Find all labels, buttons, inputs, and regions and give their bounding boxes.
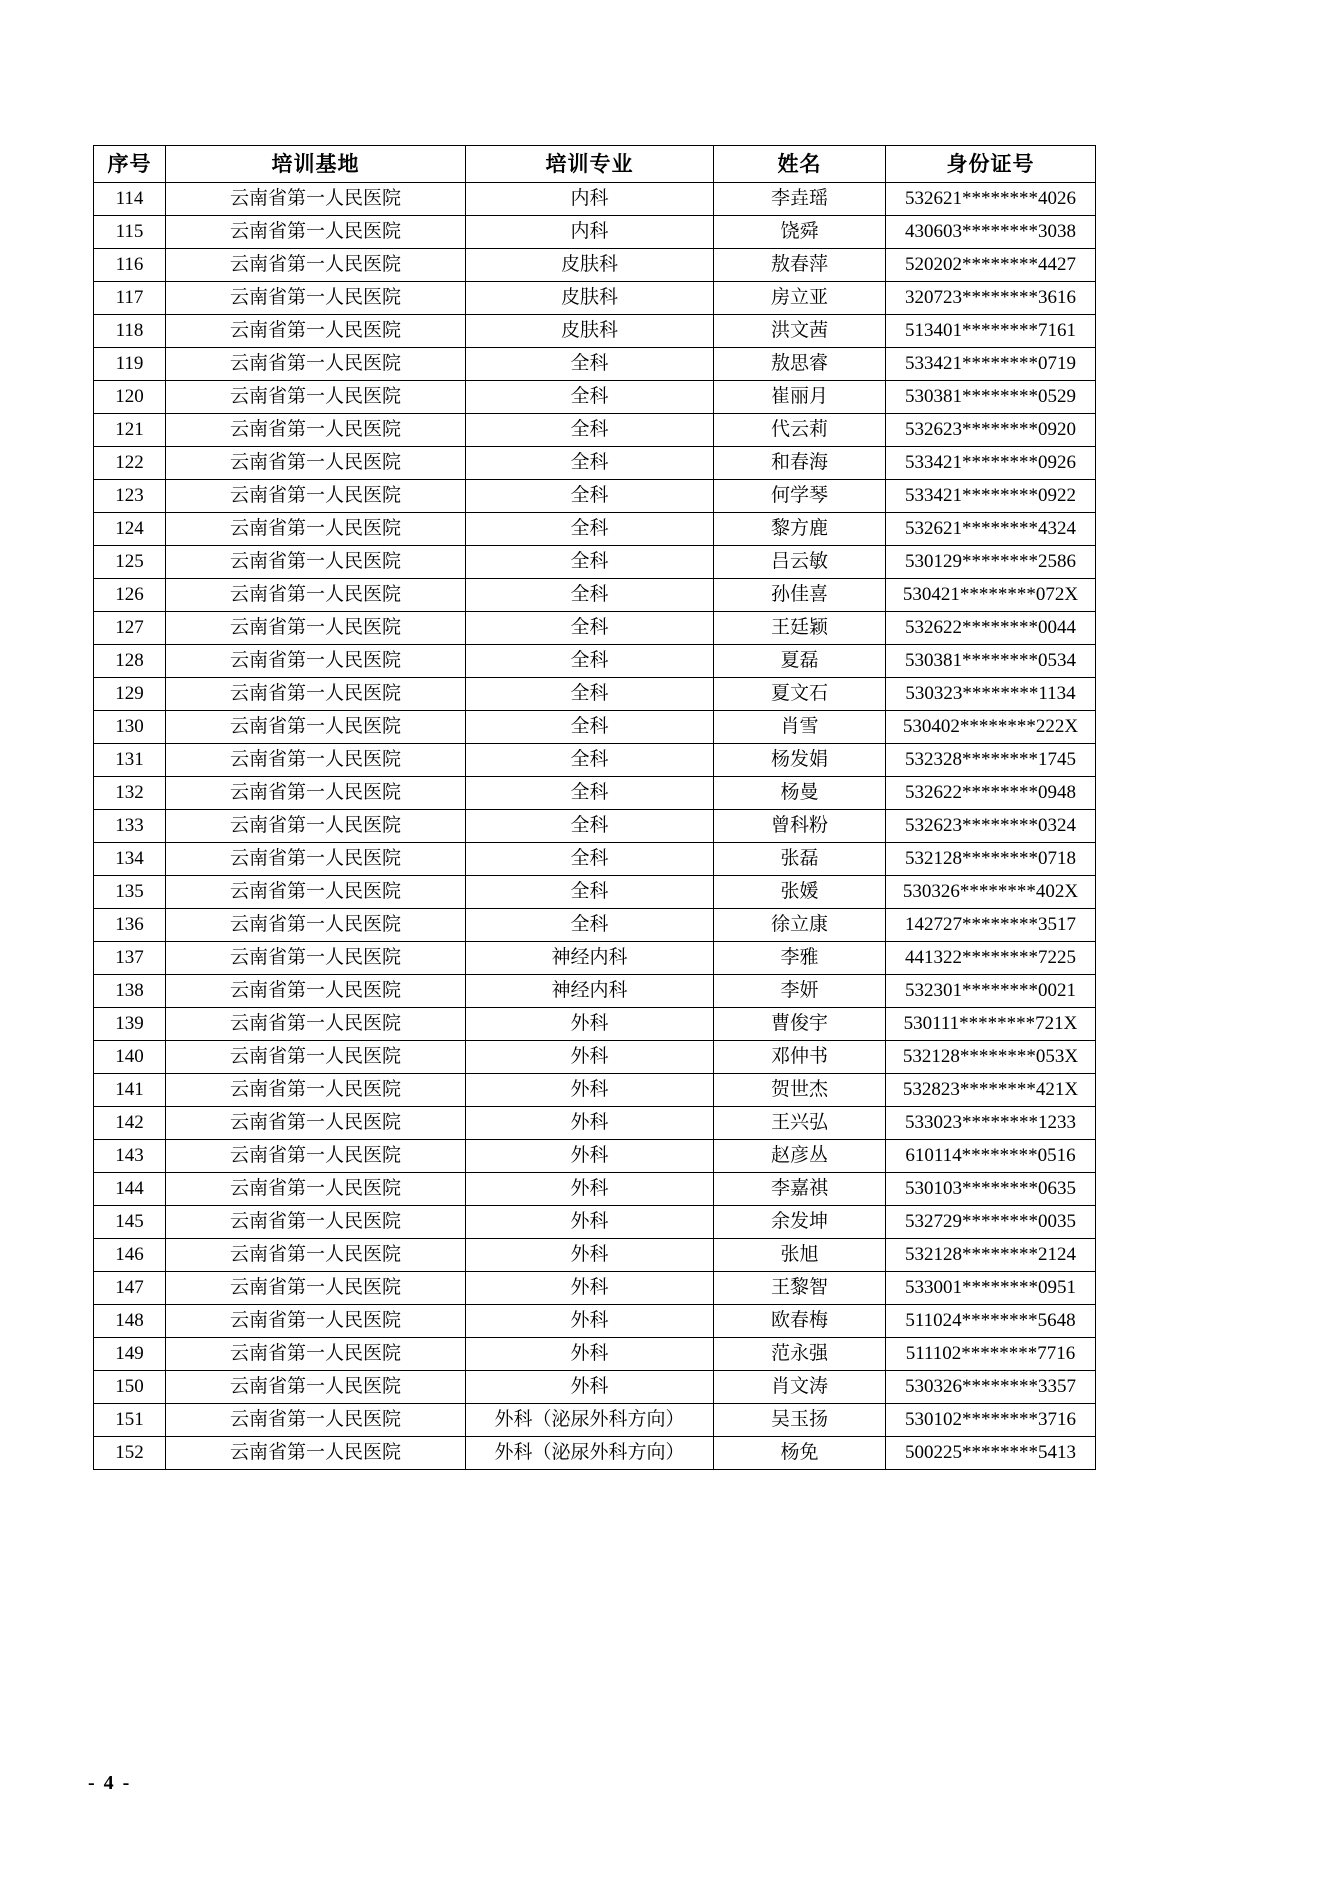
cell-base: 云南省第一人民医院: [166, 711, 466, 744]
cell-name: 杨曼: [714, 777, 886, 810]
cell-id: 532328********1745: [886, 744, 1096, 777]
cell-id: 441322********7225: [886, 942, 1096, 975]
cell-base: 云南省第一人民医院: [166, 414, 466, 447]
cell-base: 云南省第一人民医院: [166, 480, 466, 513]
cell-major: 全科: [466, 381, 714, 414]
cell-id: 142727********3517: [886, 909, 1096, 942]
cell-base: 云南省第一人民医院: [166, 909, 466, 942]
cell-name: 徐立康: [714, 909, 886, 942]
cell-index: 118: [94, 315, 166, 348]
cell-index: 136: [94, 909, 166, 942]
cell-id: 511024********5648: [886, 1305, 1096, 1338]
cell-id: 530129********2586: [886, 546, 1096, 579]
cell-index: 124: [94, 513, 166, 546]
cell-index: 120: [94, 381, 166, 414]
cell-major: 全科: [466, 843, 714, 876]
table-row: [94, 1305, 1096, 1338]
cell-base: 云南省第一人民医院: [166, 1371, 466, 1404]
column-header-training-major: 培训专业: [466, 146, 714, 183]
table-row: [94, 612, 1096, 645]
table-row: [94, 1239, 1096, 1272]
cell-major: 外科: [466, 1140, 714, 1173]
cell-major: 全科: [466, 909, 714, 942]
roster-table-container: [93, 145, 1095, 1470]
cell-major: 外科: [466, 1074, 714, 1107]
cell-name: 王廷颖: [714, 612, 886, 645]
cell-major: 外科: [466, 1041, 714, 1074]
cell-base: 云南省第一人民医院: [166, 1404, 466, 1437]
cell-name: 范永强: [714, 1338, 886, 1371]
table-row: [94, 744, 1096, 777]
table-row: [94, 1206, 1096, 1239]
cell-base: 云南省第一人民医院: [166, 579, 466, 612]
cell-id: 320723********3616: [886, 282, 1096, 315]
cell-index: 148: [94, 1305, 166, 1338]
cell-major: 外科: [466, 1239, 714, 1272]
cell-base: 云南省第一人民医院: [166, 1437, 466, 1470]
page-number-footer: - 4 -: [88, 1772, 132, 1794]
cell-id: 532128********0718: [886, 843, 1096, 876]
cell-base: 云南省第一人民医院: [166, 975, 466, 1008]
cell-index: 114: [94, 183, 166, 216]
table-row: [94, 183, 1096, 216]
cell-major: 神经内科: [466, 975, 714, 1008]
table-row: [94, 1074, 1096, 1107]
cell-major: 全科: [466, 612, 714, 645]
table-body: [94, 183, 1096, 1470]
cell-id: 533421********0922: [886, 480, 1096, 513]
cell-index: 133: [94, 810, 166, 843]
table-row: [94, 546, 1096, 579]
table-row: [94, 1140, 1096, 1173]
cell-index: 141: [94, 1074, 166, 1107]
cell-name: 和春海: [714, 447, 886, 480]
cell-id: 533421********0719: [886, 348, 1096, 381]
cell-name: 杨发娟: [714, 744, 886, 777]
cell-id: 530111********721X: [886, 1008, 1096, 1041]
cell-name: 邓仲书: [714, 1041, 886, 1074]
roster-table: [93, 145, 1096, 1470]
cell-name: 曹俊宇: [714, 1008, 886, 1041]
cell-base: 云南省第一人民医院: [166, 1173, 466, 1206]
cell-index: 121: [94, 414, 166, 447]
cell-major: 皮肤科: [466, 249, 714, 282]
cell-major: 外科: [466, 1008, 714, 1041]
table-row: [94, 1272, 1096, 1305]
cell-index: 123: [94, 480, 166, 513]
cell-id: 430603********3038: [886, 216, 1096, 249]
table-row: [94, 810, 1096, 843]
table-row: [94, 381, 1096, 414]
table-row: [94, 843, 1096, 876]
cell-name: 吕云敏: [714, 546, 886, 579]
cell-id: 532621********4026: [886, 183, 1096, 216]
cell-index: 150: [94, 1371, 166, 1404]
cell-id: 530102********3716: [886, 1404, 1096, 1437]
cell-name: 何学琴: [714, 480, 886, 513]
cell-base: 云南省第一人民医院: [166, 216, 466, 249]
cell-name: 余发坤: [714, 1206, 886, 1239]
cell-index: 146: [94, 1239, 166, 1272]
cell-name: 李妍: [714, 975, 886, 1008]
cell-base: 云南省第一人民医院: [166, 513, 466, 546]
table-row: [94, 315, 1096, 348]
cell-id: 532301********0021: [886, 975, 1096, 1008]
cell-base: 云南省第一人民医院: [166, 546, 466, 579]
cell-id: 532128********053X: [886, 1041, 1096, 1074]
cell-major: 全科: [466, 876, 714, 909]
cell-id: 533421********0926: [886, 447, 1096, 480]
cell-name: 吴玉扬: [714, 1404, 886, 1437]
cell-major: 全科: [466, 777, 714, 810]
cell-major: 内科: [466, 183, 714, 216]
cell-base: 云南省第一人民医院: [166, 348, 466, 381]
table-row: [94, 942, 1096, 975]
cell-major: 外科: [466, 1107, 714, 1140]
cell-id: 530381********0534: [886, 645, 1096, 678]
cell-id: 530421********072X: [886, 579, 1096, 612]
table-row: [94, 447, 1096, 480]
cell-name: 黎方鹿: [714, 513, 886, 546]
cell-base: 云南省第一人民医院: [166, 315, 466, 348]
cell-index: 139: [94, 1008, 166, 1041]
cell-index: 152: [94, 1437, 166, 1470]
cell-index: 138: [94, 975, 166, 1008]
cell-id: 610114********0516: [886, 1140, 1096, 1173]
cell-index: 116: [94, 249, 166, 282]
column-header-name: 姓名: [714, 146, 886, 183]
cell-major: 全科: [466, 711, 714, 744]
cell-id: 530326********402X: [886, 876, 1096, 909]
cell-base: 云南省第一人民医院: [166, 1140, 466, 1173]
cell-index: 142: [94, 1107, 166, 1140]
table-row: [94, 975, 1096, 1008]
cell-major: 全科: [466, 579, 714, 612]
cell-base: 云南省第一人民医院: [166, 1338, 466, 1371]
cell-major: 全科: [466, 480, 714, 513]
table-row: [94, 1404, 1096, 1437]
cell-name: 李嘉祺: [714, 1173, 886, 1206]
cell-index: 128: [94, 645, 166, 678]
cell-base: 云南省第一人民医院: [166, 1074, 466, 1107]
cell-index: 132: [94, 777, 166, 810]
table-header-row: [94, 146, 1096, 183]
column-header-id-number: 身份证号: [886, 146, 1096, 183]
cell-index: 129: [94, 678, 166, 711]
cell-name: 洪文茜: [714, 315, 886, 348]
cell-id: 520202********4427: [886, 249, 1096, 282]
cell-name: 张旭: [714, 1239, 886, 1272]
cell-base: 云南省第一人民医院: [166, 612, 466, 645]
cell-id: 530326********3357: [886, 1371, 1096, 1404]
cell-name: 代云莉: [714, 414, 886, 447]
cell-base: 云南省第一人民医院: [166, 645, 466, 678]
table-row: [94, 678, 1096, 711]
cell-base: 云南省第一人民医院: [166, 381, 466, 414]
cell-base: 云南省第一人民医院: [166, 447, 466, 480]
table-row: [94, 1437, 1096, 1470]
cell-name: 夏磊: [714, 645, 886, 678]
cell-major: 全科: [466, 678, 714, 711]
cell-name: 王兴弘: [714, 1107, 886, 1140]
cell-major: 内科: [466, 216, 714, 249]
cell-index: 135: [94, 876, 166, 909]
table-row: [94, 216, 1096, 249]
column-header-index: 序号: [94, 146, 166, 183]
cell-base: 云南省第一人民医院: [166, 942, 466, 975]
cell-major: 外科: [466, 1338, 714, 1371]
cell-major: 全科: [466, 447, 714, 480]
table-row: [94, 1338, 1096, 1371]
cell-major: 皮肤科: [466, 282, 714, 315]
cell-major: 全科: [466, 645, 714, 678]
cell-id: 533001********0951: [886, 1272, 1096, 1305]
cell-index: 147: [94, 1272, 166, 1305]
table-row: [94, 282, 1096, 315]
table-row: [94, 1008, 1096, 1041]
cell-index: 140: [94, 1041, 166, 1074]
cell-index: 151: [94, 1404, 166, 1437]
cell-id: 513401********7161: [886, 315, 1096, 348]
cell-base: 云南省第一人民医院: [166, 1239, 466, 1272]
table-row: [94, 249, 1096, 282]
cell-index: 149: [94, 1338, 166, 1371]
cell-name: 李雅: [714, 942, 886, 975]
cell-id: 530402********222X: [886, 711, 1096, 744]
cell-id: 530323********1134: [886, 678, 1096, 711]
cell-id: 500225********5413: [886, 1437, 1096, 1470]
cell-major: 外科（泌尿外科方向）: [466, 1404, 714, 1437]
cell-index: 126: [94, 579, 166, 612]
cell-id: 532623********0920: [886, 414, 1096, 447]
table-row: [94, 513, 1096, 546]
cell-major: 外科: [466, 1371, 714, 1404]
table-row: [94, 876, 1096, 909]
cell-name: 杨免: [714, 1437, 886, 1470]
table-row: [94, 414, 1096, 447]
cell-id: 532729********0035: [886, 1206, 1096, 1239]
cell-base: 云南省第一人民医院: [166, 1041, 466, 1074]
cell-id: 532622********0948: [886, 777, 1096, 810]
table-row: [94, 1173, 1096, 1206]
cell-name: 敖思睿: [714, 348, 886, 381]
cell-name: 夏文石: [714, 678, 886, 711]
cell-index: 143: [94, 1140, 166, 1173]
cell-base: 云南省第一人民医院: [166, 1272, 466, 1305]
cell-id: 532623********0324: [886, 810, 1096, 843]
cell-name: 肖雪: [714, 711, 886, 744]
cell-name: 敖春萍: [714, 249, 886, 282]
cell-index: 117: [94, 282, 166, 315]
cell-base: 云南省第一人民医院: [166, 1107, 466, 1140]
cell-name: 欧春梅: [714, 1305, 886, 1338]
cell-id: 532128********2124: [886, 1239, 1096, 1272]
cell-base: 云南省第一人民医院: [166, 810, 466, 843]
cell-name: 饶舜: [714, 216, 886, 249]
cell-major: 全科: [466, 546, 714, 579]
cell-major: 外科: [466, 1305, 714, 1338]
table-header: [94, 146, 1096, 183]
cell-index: 137: [94, 942, 166, 975]
cell-name: 张媛: [714, 876, 886, 909]
cell-base: 云南省第一人民医院: [166, 843, 466, 876]
cell-base: 云南省第一人民医院: [166, 1008, 466, 1041]
cell-base: 云南省第一人民医院: [166, 1206, 466, 1239]
cell-index: 127: [94, 612, 166, 645]
cell-major: 外科: [466, 1272, 714, 1305]
cell-major: 外科: [466, 1206, 714, 1239]
cell-name: 贺世杰: [714, 1074, 886, 1107]
cell-base: 云南省第一人民医院: [166, 282, 466, 315]
cell-major: 全科: [466, 348, 714, 381]
table-row: [94, 1371, 1096, 1404]
cell-name: 李垚瑶: [714, 183, 886, 216]
table-row: [94, 711, 1096, 744]
cell-name: 肖文涛: [714, 1371, 886, 1404]
cell-base: 云南省第一人民医院: [166, 678, 466, 711]
cell-index: 144: [94, 1173, 166, 1206]
table-row: [94, 777, 1096, 810]
table-row: [94, 579, 1096, 612]
cell-name: 张磊: [714, 843, 886, 876]
cell-id: 533023********1233: [886, 1107, 1096, 1140]
cell-index: 131: [94, 744, 166, 777]
cell-major: 外科（泌尿外科方向）: [466, 1437, 714, 1470]
cell-name: 房立亚: [714, 282, 886, 315]
cell-id: 530381********0529: [886, 381, 1096, 414]
cell-major: 外科: [466, 1173, 714, 1206]
table-row: [94, 480, 1096, 513]
cell-base: 云南省第一人民医院: [166, 183, 466, 216]
table-row: [94, 1041, 1096, 1074]
column-header-training-base: 培训基地: [166, 146, 466, 183]
cell-name: 赵彦丛: [714, 1140, 886, 1173]
table-row: [94, 348, 1096, 381]
cell-base: 云南省第一人民医院: [166, 744, 466, 777]
cell-major: 全科: [466, 810, 714, 843]
cell-name: 崔丽月: [714, 381, 886, 414]
cell-index: 134: [94, 843, 166, 876]
cell-base: 云南省第一人民医院: [166, 777, 466, 810]
cell-base: 云南省第一人民医院: [166, 249, 466, 282]
cell-major: 全科: [466, 414, 714, 447]
cell-id: 532622********0044: [886, 612, 1096, 645]
cell-major: 神经内科: [466, 942, 714, 975]
cell-base: 云南省第一人民医院: [166, 1305, 466, 1338]
cell-major: 全科: [466, 744, 714, 777]
cell-index: 130: [94, 711, 166, 744]
cell-id: 530103********0635: [886, 1173, 1096, 1206]
table-row: [94, 909, 1096, 942]
cell-index: 145: [94, 1206, 166, 1239]
table-row: [94, 645, 1096, 678]
cell-index: 119: [94, 348, 166, 381]
table-row: [94, 1107, 1096, 1140]
cell-name: 曾科粉: [714, 810, 886, 843]
cell-index: 125: [94, 546, 166, 579]
cell-id: 532823********421X: [886, 1074, 1096, 1107]
cell-id: 532621********4324: [886, 513, 1096, 546]
cell-name: 王黎智: [714, 1272, 886, 1305]
cell-index: 115: [94, 216, 166, 249]
cell-index: 122: [94, 447, 166, 480]
cell-major: 皮肤科: [466, 315, 714, 348]
cell-major: 全科: [466, 513, 714, 546]
cell-name: 孙佳喜: [714, 579, 886, 612]
cell-id: 511102********7716: [886, 1338, 1096, 1371]
cell-base: 云南省第一人民医院: [166, 876, 466, 909]
